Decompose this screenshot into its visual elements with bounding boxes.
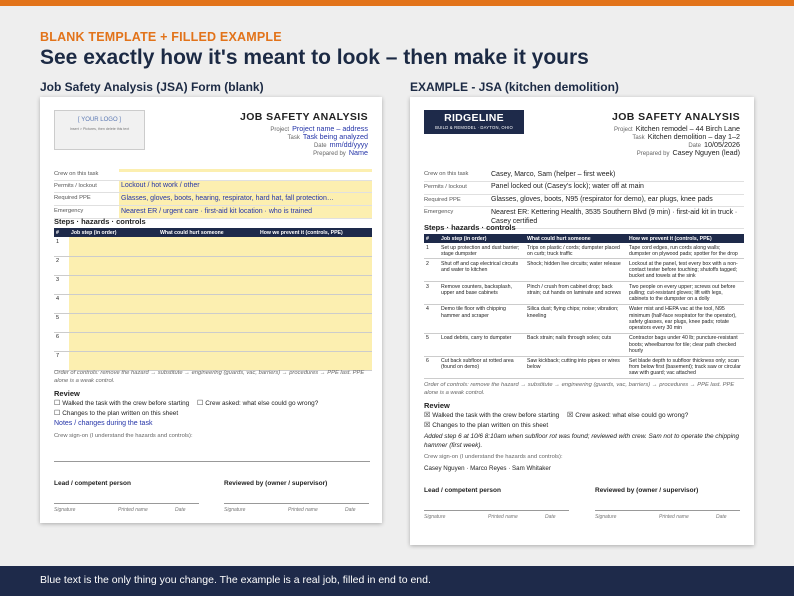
control-cell: Set blade depth to subfloor thickness only; scan from below first (basement); track saw or circular saw with guard; vac attached <box>627 356 744 379</box>
hazard-cell[interactable] <box>158 313 258 332</box>
review-check-walked[interactable] <box>54 399 189 409</box>
review-checks <box>424 411 746 431</box>
table-row <box>424 333 744 356</box>
table-row <box>54 313 372 332</box>
headline: See exactly how it's meant to look – then make it yours <box>40 46 589 69</box>
row-number: 6 <box>54 332 69 351</box>
table-row <box>424 356 744 379</box>
sig-label: Signature <box>595 514 617 520</box>
col-header: Job step (in order) <box>439 234 525 243</box>
table-row <box>54 275 372 294</box>
reviewed-label: Reviewed by (owner / supervisor) <box>224 480 328 487</box>
hazard-cell[interactable] <box>158 351 258 370</box>
checkbox-icon: ☐ <box>197 400 204 407</box>
meta-value: mm/dd/yyyy <box>329 140 368 149</box>
hazard-cell[interactable] <box>158 294 258 313</box>
steps-table <box>54 228 372 371</box>
table-row <box>54 237 372 256</box>
sig-label: Date <box>545 514 556 520</box>
table-row <box>424 282 744 305</box>
sig-label: Signature <box>424 514 446 520</box>
table-row <box>424 243 744 259</box>
sig-label: Printed name <box>288 507 318 513</box>
review-check-changes[interactable] <box>424 421 548 431</box>
sig-label: Date <box>716 514 727 520</box>
sig-label: Printed name <box>488 514 518 520</box>
meta-prepared-by <box>313 148 368 157</box>
table-row <box>54 332 372 351</box>
row-number: 1 <box>54 237 69 256</box>
info-label: Permits / lockout <box>424 183 467 190</box>
form-title: JOB SAFETY ANALYSIS <box>612 111 740 123</box>
step-cell: Set up protection and dust barrier; stage dumpster <box>439 243 525 259</box>
check-label: Walked the task with the crew before starting <box>432 412 560 419</box>
step-cell[interactable] <box>69 256 158 275</box>
control-cell[interactable] <box>258 275 372 294</box>
row-number: 4 <box>424 304 439 333</box>
controls-note: Order of controls: remove the hazard → substitute → engineering (guards, vac, barriers) → procedures → PPE last. PPE alone is a weak control. <box>424 382 735 397</box>
lead-signature-line[interactable] <box>424 510 569 511</box>
logo-text: [ YOUR LOGO ] <box>78 117 121 123</box>
footer-bar <box>0 566 794 596</box>
hazard-cell: Saw kickback; cutting into pipes or wires below <box>525 356 627 379</box>
control-cell[interactable] <box>258 294 372 313</box>
example-form-page <box>410 97 754 545</box>
sig-label: Printed name <box>659 514 689 520</box>
table-row <box>424 259 744 282</box>
review-title: Review <box>54 389 80 398</box>
col-header: How we prevent it (controls, PPE) <box>627 234 744 243</box>
steps-title: Steps · hazards · controls <box>424 223 516 232</box>
table-row <box>424 304 744 333</box>
meta-label: Project <box>614 127 633 133</box>
notes-label[interactable]: Notes / changes during the task <box>54 420 153 427</box>
lead-label: Lead / competent person <box>54 480 131 487</box>
company-logo <box>424 110 524 134</box>
hazard-cell: Back strain; nails through soles; cuts <box>525 333 627 356</box>
review-checks <box>54 399 374 419</box>
row-number: 2 <box>424 259 439 282</box>
logo-hint: Insert > Pictures, then delete this text <box>69 127 130 131</box>
row-number: 1 <box>424 243 439 259</box>
form-title: JOB SAFETY ANALYSIS <box>240 111 368 123</box>
control-cell: Tape cord edges, run cords along walls; dumpster on plywood pads; spotter for the drop <box>627 243 744 259</box>
emergency-field: Nearest ER: Kettering Health, 3535 Southern Blvd (9 min) · first-aid kit in truck · Casey certified <box>491 208 738 225</box>
col-header: Job step (in order) <box>69 228 158 237</box>
blank-form-page <box>40 97 382 523</box>
meta-label: Task <box>287 135 300 141</box>
review-check-asked[interactable] <box>567 411 688 421</box>
check-label: Changes to the plan written on this sheet <box>432 421 549 429</box>
meta-label: Project <box>270 127 290 133</box>
meta-label: Date <box>313 143 327 149</box>
row-number: 5 <box>54 313 69 332</box>
info-label: Crew on this task <box>54 171 99 177</box>
row-number: 2 <box>54 256 69 275</box>
meta-value: Project name – address <box>292 124 368 133</box>
control-cell[interactable] <box>258 332 372 351</box>
control-cell[interactable] <box>258 256 372 275</box>
info-label: Crew on this task <box>424 171 469 177</box>
info-block <box>424 169 744 229</box>
row-number: 7 <box>54 351 69 370</box>
signin-names: Casey Nguyen · Marco Reyes · Sam Whitaker <box>424 465 551 472</box>
control-cell: Lockout at the panel, test every box with a non-contact tester before touching; shutoffs tagged; bucket and towels at the sink <box>627 259 744 282</box>
row-number: 6 <box>424 356 439 379</box>
step-cell[interactable] <box>69 237 158 256</box>
review-check-asked[interactable] <box>197 399 318 409</box>
controls-note: Order of controls: remove the hazard → substitute → engineering (guards, vac, barriers) → procedures → PPE last. PPE alone is a weak control. <box>54 370 365 385</box>
ppe-field[interactable]: Glasses, gloves, boots, hearing, respirator, hard hat, fall protection… <box>119 193 372 205</box>
sig-label: Printed name <box>118 507 148 513</box>
table-row <box>54 294 372 313</box>
col-header: # <box>54 228 69 237</box>
col-header: How we prevent it (controls, PPE) <box>258 228 372 237</box>
review-title: Review <box>424 401 450 410</box>
control-cell: Water mist and HEPA vac at the tool, N95 minimum (half-face respirator for the operator), safety glasses, ear plugs, knee pads; rotate operators every 30 min <box>627 304 744 333</box>
steps-table <box>424 234 744 379</box>
step-cell[interactable] <box>69 332 158 351</box>
step-cell[interactable] <box>69 351 158 370</box>
checked-box-icon: ☒ <box>424 421 431 429</box>
table-header <box>424 234 744 243</box>
step-cell[interactable] <box>69 275 158 294</box>
logo-placeholder <box>54 110 145 150</box>
meta-value: Kitchen remodel – 44 Birch Lane <box>635 124 740 133</box>
hazard-cell: Silica dust; flying chips; noise; vibration; kneeling <box>525 304 627 333</box>
meta-label: Prepared by <box>313 151 346 157</box>
table-header <box>54 228 372 237</box>
sig-label: Date <box>345 507 356 513</box>
review-check-walked[interactable] <box>424 411 559 421</box>
meta-value: Casey Nguyen (lead) <box>672 148 740 157</box>
meta-value: 10/05/2026 <box>704 140 740 149</box>
control-cell: Contractor bags under 40 lb; puncture-resistant boots; wheelbarrow for tile; clear path checked hourly <box>627 333 744 356</box>
caption-example: EXAMPLE - JSA (kitchen demolition) <box>410 80 619 94</box>
check-label: Crew asked: what else could go wrong? <box>575 412 689 419</box>
meta-value: Task being analyzed <box>302 132 368 141</box>
signin-label: Crew sign-on (I understand the hazards and controls): <box>424 454 563 460</box>
sig-label: Signature <box>224 507 246 513</box>
row-number: 3 <box>54 275 69 294</box>
step-cell: Shut off and cap electrical circuits and water to kitchen <box>439 259 525 282</box>
step-cell: Remove counters, backsplash, upper and base cabinets <box>439 282 525 305</box>
step-cell: Demo tile floor with chipping hammer and scraper <box>439 304 525 333</box>
lead-label: Lead / competent person <box>424 487 501 494</box>
sig-label: Date <box>175 507 186 513</box>
row-number: 3 <box>424 282 439 305</box>
permits-field: Panel locked out (Casey's lock); water off at main <box>491 183 644 191</box>
check-label: Changes to the plan written on this sheet <box>62 409 179 417</box>
meta-value: Kitchen demolition – day 1–2 <box>647 132 740 141</box>
checked-box-icon: ☒ <box>567 412 574 419</box>
review-check-changes[interactable] <box>54 409 178 419</box>
hazard-cell: Shock; hidden live circuits; water release <box>525 259 627 282</box>
meta-label: Date <box>688 143 702 149</box>
meta-label: Task <box>632 135 645 141</box>
control-cell[interactable] <box>258 237 372 256</box>
table-row <box>54 256 372 275</box>
hazard-cell[interactable] <box>158 332 258 351</box>
signin-line[interactable] <box>54 461 370 462</box>
caption-blank: Job Safety Analysis (JSA) Form (blank) <box>40 80 264 94</box>
meta-label: Prepared by <box>636 151 670 157</box>
permits-field[interactable]: Lockout / hot work / other <box>119 181 372 193</box>
info-label: Required PPE <box>54 195 91 202</box>
control-cell[interactable] <box>258 351 372 370</box>
ppe-field: Glasses, gloves, boots, N95 (respirator for demo), ear plugs, knee pads <box>491 196 713 203</box>
row-number: 5 <box>424 333 439 356</box>
step-cell[interactable] <box>69 294 158 313</box>
kicker: BLANK TEMPLATE + FILLED EXAMPLE <box>40 30 282 44</box>
info-label: Permits / lockout <box>54 182 97 189</box>
review-signature-line[interactable] <box>595 510 740 511</box>
hazard-cell[interactable] <box>158 237 258 256</box>
reviewed-label: Reviewed by (owner / supervisor) <box>595 487 699 494</box>
sig-label: Signature <box>54 507 76 513</box>
meta-prepared-by <box>637 148 740 157</box>
control-cell: Two people on every upper; screws out before pulling; cut-resistant gloves; lift with legs, cabinets to the dumpster on a dolly <box>627 282 744 305</box>
col-header: # <box>424 234 439 243</box>
crew-field: Casey, Marco, Sam (helper – first week) <box>491 170 616 178</box>
crew-field[interactable] <box>119 169 372 172</box>
step-cell: Load debris, carry to dumpster <box>439 333 525 356</box>
checked-box-icon: ☒ <box>424 412 431 419</box>
hazard-cell[interactable] <box>158 256 258 275</box>
checkbox-icon: ☐ <box>54 409 61 417</box>
col-header: What could hurt someone <box>525 234 627 243</box>
footer-text: Blue text is the only thing you change. The example is a real job, filled in end to end. <box>40 574 431 586</box>
change-note: Added step 6 at 10/6 8:10am when subfloor rot was found; reviewed with crew. Sam not to operate the chipping hammer (first week). <box>424 433 740 449</box>
emergency-field[interactable]: Nearest ER / urgent care · first-aid kit location · who is trained <box>119 206 372 218</box>
meta-value: Name <box>348 148 368 157</box>
brand-name: RIDGELINE <box>444 112 504 124</box>
top-accent-bar <box>0 0 794 6</box>
hazard-cell[interactable] <box>158 275 258 294</box>
brand-sub: BUILD & REMODEL · DAYTON, OHIO <box>435 125 513 130</box>
steps-title: Steps · hazards · controls <box>54 217 146 226</box>
info-block <box>54 169 372 219</box>
step-cell[interactable] <box>69 313 158 332</box>
hazard-cell: Pinch / crush from cabinet drop; back strain; cut hands on laminate and screws <box>525 282 627 305</box>
lead-signature-line[interactable] <box>54 503 199 504</box>
check-label: Walked the task with the crew before starting <box>62 400 190 407</box>
review-signature-line[interactable] <box>224 503 369 504</box>
step-cell: Cut back subfloor at rotted area (found on demo) <box>439 356 525 379</box>
signin-label: Crew sign-on (I understand the hazards and controls): <box>54 433 193 439</box>
hazard-cell: Trips on plastic / cords; dumpster placed on curb; truck traffic <box>525 243 627 259</box>
check-label: Crew asked: what else could go wrong? <box>205 400 319 407</box>
info-label: Emergency <box>54 208 84 214</box>
checkbox-icon: ☐ <box>54 400 61 407</box>
info-label: Emergency <box>424 209 454 216</box>
col-header: What could hurt someone <box>158 228 258 237</box>
table-row <box>54 351 372 370</box>
control-cell[interactable] <box>258 313 372 332</box>
info-label: Required PPE <box>424 196 461 203</box>
row-number: 4 <box>54 294 69 313</box>
